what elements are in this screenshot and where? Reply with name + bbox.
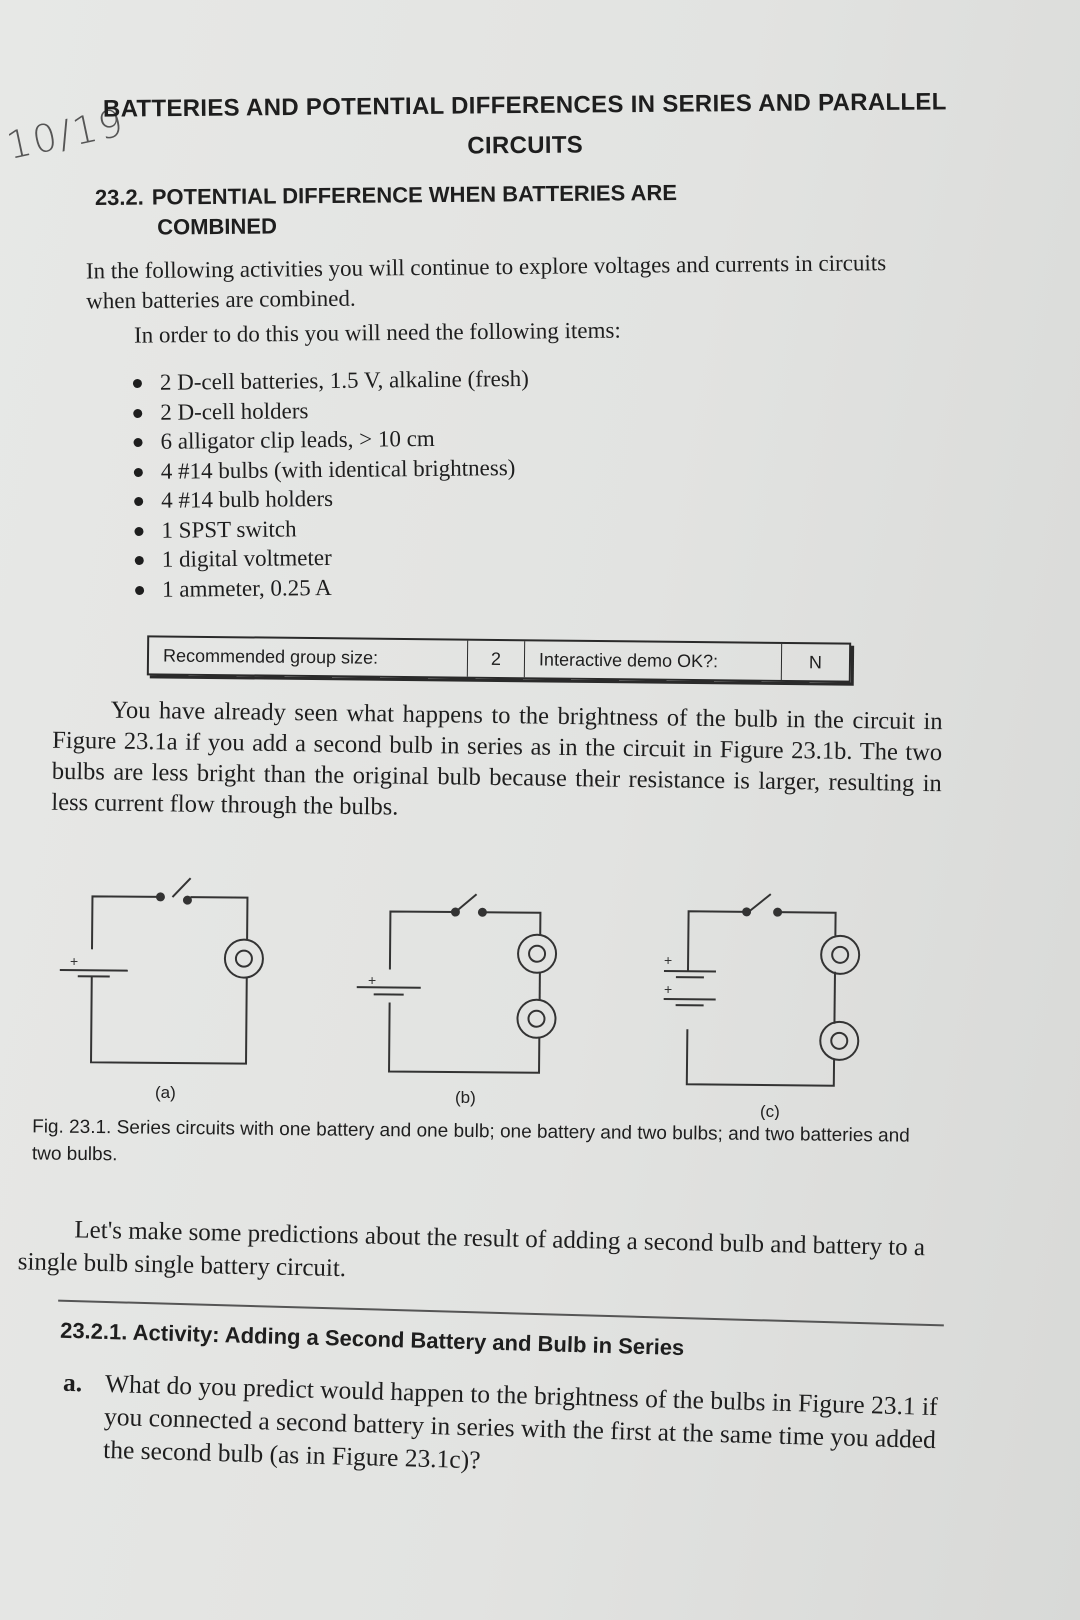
list-item: 1 digital voltmeter	[129, 541, 531, 575]
question-text: What do you predict would happen to the brightness of the bulbs in Figure 23.1 if you connected a second battery in series with the first at the same time you added the second bulb (as in Figure 23.1c)?	[102, 1368, 939, 1475]
list-item: 2 D-cell holders	[127, 393, 529, 427]
predictions-paragraph-text: Let's make some predictions about the result of adding a second bulb and battery to a single bulb single battery circuit.	[17, 1216, 926, 1283]
indent	[18, 1236, 74, 1237]
group-size-table	[147, 635, 851, 682]
body-paragraph-text: You have already seen what happens to the brightness of the bulb in the circuit in Figure 23.1a if you add a second bulb in series as in the circuit in Figure 23.1b. The two bulbs are less bright than the original bulb because their resistance is larger, resulting in less current flow through the bulbs.	[51, 696, 943, 821]
list-item: 1 ammeter, 0.25 A	[129, 570, 531, 604]
group-size-label: Recommended group size:	[149, 637, 468, 676]
list-item: 1 SPST switch	[128, 511, 530, 545]
circuit-c	[663, 893, 860, 1086]
circuit-figure	[0, 860, 1080, 1120]
figure-caption: Fig. 23.1. Series circuits with one battery and one bulb; one battery and two bulbs; and two batteries and two bulbs.	[31, 1116, 910, 1166]
bulb-icon	[820, 1022, 858, 1060]
intro-paragraph: In the following activities you will continue to explore voltages and currents in circuits when batteries are combined.	[85, 250, 887, 314]
activity-title	[60, 1316, 940, 1371]
section-number: 23.2.	[94, 184, 144, 211]
bulb-icon	[518, 935, 556, 973]
section-title	[95, 177, 795, 243]
bulb-icon	[225, 939, 263, 977]
materials-list	[127, 364, 531, 604]
activity-number: 23.2.1.	[59, 1317, 128, 1345]
demo-label: Interactive demo OK?:	[525, 641, 782, 680]
section-title-line1: POTENTIAL DIFFERENCE WHEN BATTERIES ARE	[151, 179, 678, 210]
section-title-line2: COMBINED	[157, 213, 278, 240]
list-item: 4 #14 bulbs (with identical brightness)	[128, 452, 530, 486]
group-size-value: 2	[468, 641, 525, 678]
figure-label-b: (b)	[455, 1088, 476, 1107]
circuit-a	[59, 877, 264, 1064]
circuit-b	[356, 893, 557, 1073]
chapter-title: BATTERIES AND POTENTIAL DIFFERENCES IN SERIES AND PARALLEL CIRCUITS	[102, 88, 947, 160]
plus-sign: +	[664, 981, 673, 997]
bulb-icon	[821, 936, 859, 974]
body-paragraph	[51, 694, 943, 830]
activity-title-text: Activity: Adding a Second Battery and Bulb in Series	[132, 1319, 685, 1361]
demo-value: N	[808, 651, 823, 672]
figure-label-c: (c)	[760, 1102, 780, 1120]
items-intro: In order to do this you will need the following items:	[133, 317, 621, 348]
handwritten-note: 10/19	[2, 100, 129, 168]
plus-sign: +	[664, 952, 673, 968]
question-a	[61, 1366, 943, 1490]
predictions-paragraph	[17, 1212, 948, 1297]
question-letter: a.	[62, 1367, 83, 1398]
list-item: 2 D-cell batteries, 1.5 V, alkaline (fresh)	[127, 364, 529, 398]
indent	[53, 717, 111, 718]
plus-sign: +	[70, 953, 79, 969]
list-item: 6 alligator clip leads, > 10 cm	[127, 423, 529, 457]
figure-label-a: (a)	[155, 1083, 176, 1102]
bulb-icon	[517, 1000, 555, 1038]
plus-sign: +	[368, 972, 377, 988]
list-item: 4 #14 bulb holders	[128, 482, 530, 516]
